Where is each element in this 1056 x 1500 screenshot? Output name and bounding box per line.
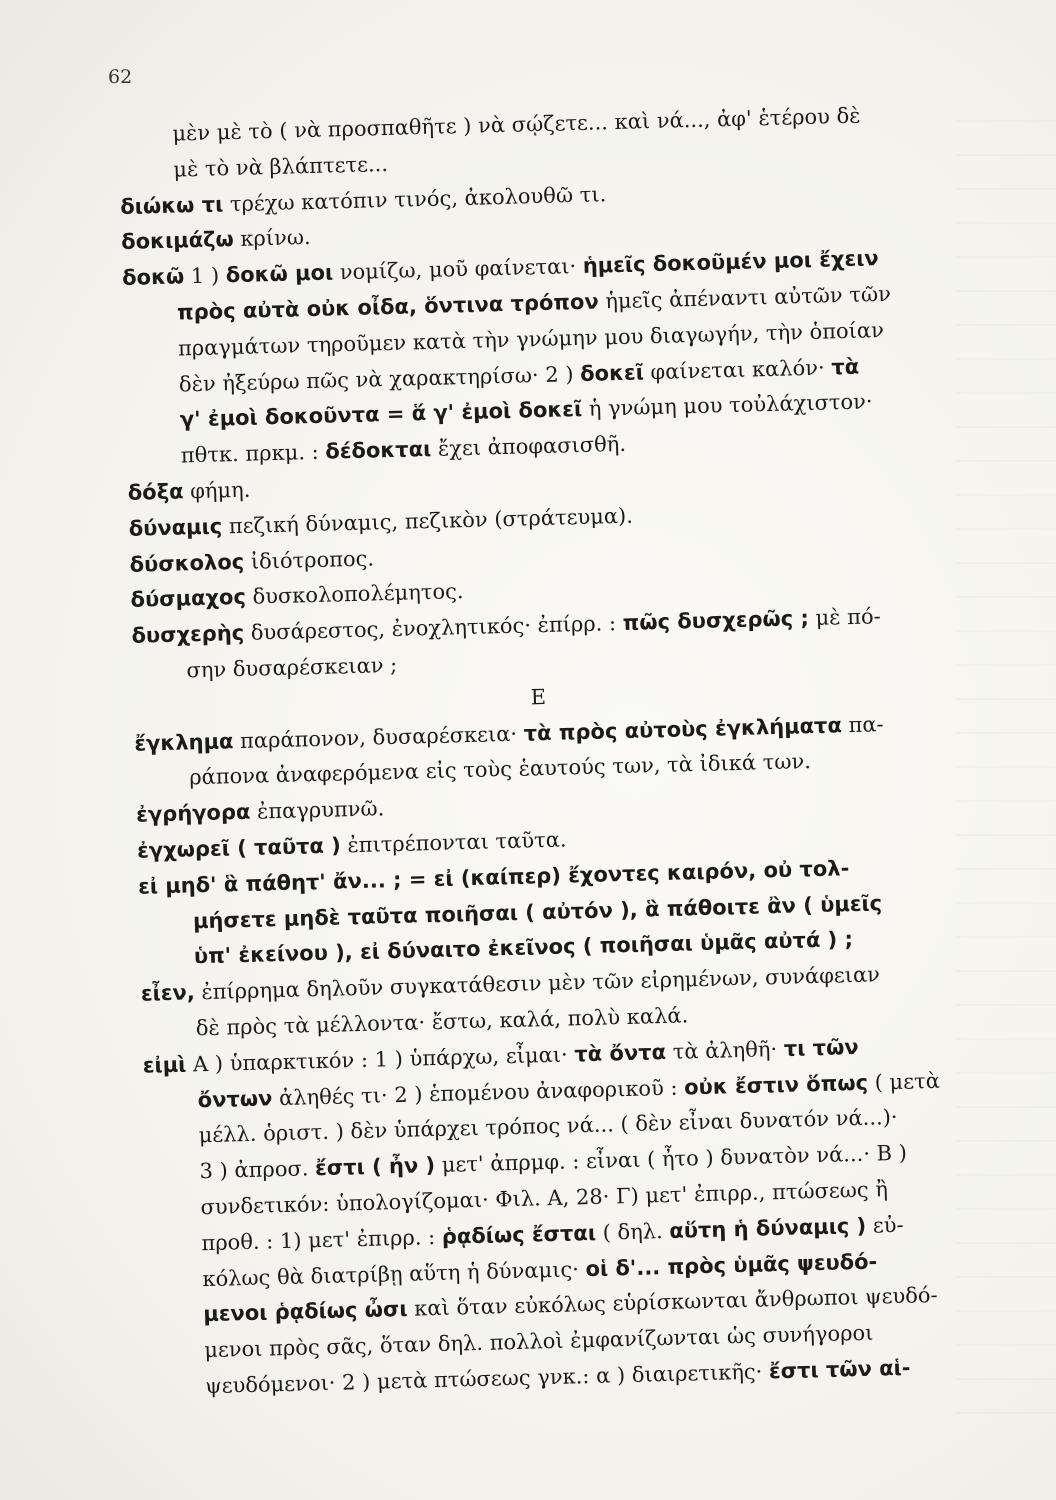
definition-text: μὲν μὲ τὸ ( νὰ προσπαθῆτε ) νὰ σῴζετε... καὶ νά..., ἀφ' ἑτέρου δὲ — [172, 103, 861, 146]
definition-text: ἰδιότροπος. — [243, 546, 375, 574]
dictionary-text — [118, 95, 1031, 1406]
definition-text: καὶ ὅταν εὐκόλως εὑρίσκωνται ἄνθρωποι ψευδό- — [407, 1283, 938, 1322]
headword: μενοι ῥᾳδίως ὦσι — [203, 1297, 408, 1327]
definition-text: φαίνεται καλόν· — [643, 354, 832, 384]
definition-text: ἐπίρρημα δηλοῦν συγκατάθεσιν μὲν τῶν εἰρημένων, συνάφειαν — [194, 962, 881, 1005]
headword: δοκιμάζω — [120, 227, 235, 255]
headword: οὐκ ἔστιν ὅπως — [683, 1070, 869, 1100]
definition-text: πραγμάτων τηροῦμεν κατὰ τὴν γνώμην μου διαγωγήν, τὴν ὁποίαν — [177, 317, 885, 361]
headword: εἰ μηδ' ἃ πάθητ' ἄν... ; = εἰ (καίπερ) ἔχοντες καιρόν, οὐ τολ- — [137, 855, 850, 899]
headword: ἔγκλημα — [134, 728, 234, 756]
definition-text: ἡμεῖς ἀπέναντι αὐτῶν τῶν — [598, 281, 892, 314]
definition-text: ( μετὰ — [867, 1068, 941, 1095]
definition-text: ράπονα ἀναφερόμενα εἰς τοὺς ἑαυτούς των, τὰ ἰδικά των. — [188, 749, 812, 790]
definition-text: μετ' ἀπρμφ. : εἶναι ( ἦτο ) δυνατὸν νά...· B ) — [434, 1140, 908, 1178]
headword: ἐγχωρεῖ ( ταῦτα ) — [136, 833, 342, 863]
definition-text: μὲ τὸ νὰ βλάπτετε... — [173, 151, 389, 182]
headword: εἰμὶ — [142, 1052, 187, 1078]
headword: ἡμεῖς δοκοῦμέν μοι ἔχειν — [582, 246, 879, 279]
definition-text: παράπονον, δυσαρέσκεια· — [233, 721, 525, 753]
definition-text: προθ. : 1) μετ' ἐπιρρ. : — [201, 1224, 443, 1255]
definition-text: δὲν ἠξεύρω πῶς νὰ χαρακτηρίσω· 2 ) — [178, 361, 581, 397]
definition-text: A ) ὑπαρκτικόν : 1 ) ὑπάρχω, εἶμαι· — [185, 1042, 575, 1077]
definition-text: ( δηλ. — [595, 1218, 670, 1245]
definition-text: ἡ γνώμη μου τοὐλάχιστον· — [581, 389, 873, 422]
headword: οἱ δ'... πρὸς ὑμᾶς ψευδό- — [585, 1249, 878, 1281]
definition-text: ἔχει ἀποφασισθῆ. — [430, 431, 627, 462]
definition-text: φήμη. — [183, 477, 251, 504]
headword: δύσμαχος — [130, 585, 247, 613]
definition-text: δυσκολοπολέμητος. — [245, 579, 464, 610]
headword: δόξα — [127, 479, 184, 505]
definition-text: μενοι πρὸς σᾶς, ὅταν δηλ. πολλοὶ ἐμφανίζωνται ὡς συνήγοροι — [203, 1320, 874, 1363]
definition-text: δὲ πρὸς τὰ μέλλοντα· ἔστω, καλά, πολὺ καλά. — [195, 1003, 689, 1041]
headword: τὰ — [830, 354, 860, 379]
headword: δοκεῖ — [579, 359, 645, 386]
headword: δύναμις — [128, 514, 223, 541]
definition-text: δυσάρεστος, ἐνοχλητικός· ἐπίρρ. : — [243, 611, 624, 646]
definition-text: 3 ) ἀπροσ. — [199, 1156, 316, 1184]
headword: δύσκολος — [129, 549, 245, 577]
headword: τι τῶν — [783, 1034, 859, 1061]
headword: ἔστι τῶν αἱ- — [768, 1355, 911, 1384]
headword: ὑπ' ἐκείνου ), εἰ δύναιτο ἐκεῖνος ( ποιῆσαι ὑμᾶς αὐτά ) ; — [193, 927, 854, 969]
definition-text: πθτκ. πρκμ. : — [180, 439, 326, 468]
definition-text: 1 ) — [183, 263, 227, 289]
headword: τὰ ὄντα — [574, 1039, 667, 1067]
section-letter: Ε — [530, 684, 547, 710]
definition-text: ψευδόμενοι· 2 ) μετὰ πτώσεως γνκ.: α ) διαιρετικῆς· — [204, 1359, 770, 1399]
definition-text: μὲ πό- — [808, 604, 881, 631]
definition-text: σην δυσαρέσκειαν ; — [186, 652, 398, 683]
definition-text: τὰ ἀληθῆ· — [665, 1036, 785, 1064]
headword: ὄντων — [197, 1085, 273, 1112]
definition-text: ἐπαγρυπνῶ. — [250, 796, 385, 824]
headword: δέδοκται — [325, 437, 432, 464]
page-number: 62 — [108, 66, 133, 88]
headword: πῶς δυσχερῶς ; — [622, 606, 810, 636]
definition-text: κόλως θὰ διατρίβῃ αὕτη ἡ δύναμις· — [202, 1256, 586, 1291]
headword: μήσετε μηδὲ ταῦτα ποιῆσαι ( αὐτόν ), ἃ πάθοιτε ἂν ( ὑμεῖς — [192, 890, 883, 933]
headword: δοκῶ — [121, 264, 185, 291]
headword: γ' ἐμοὶ δοκοῦντα = ἅ γ' ἐμοὶ δοκεῖ — [179, 397, 583, 432]
definition-text: ἐπιτρέπονται ταῦτα. — [340, 827, 567, 858]
headword: διώκω τι — [120, 191, 224, 219]
definition-text: κρίνω. — [233, 225, 311, 252]
definition-text: πεζική δύναμις, πεζικὸν (στράτευμα). — [221, 503, 634, 539]
headword: δοκῶ μοι — [225, 260, 334, 288]
headword: εἶεν, — [140, 980, 196, 1006]
headword: ἐγρήγορα — [135, 799, 251, 827]
headword: πρὸς αὐτὰ οὐκ οἶδα, ὅντινα τρόπον — [176, 289, 600, 325]
definition-text: τρέχω κατόπιν τινός, ἀκολουθῶ τι. — [222, 181, 607, 216]
headword: αὕτη ἡ δύναμις ) — [669, 1213, 867, 1243]
headword: τὰ πρὸς αὐτοὺς ἐγκλήματα — [523, 712, 843, 746]
definition-text: μέλλ. ὁριστ. ) δὲν ὑπάρχει τρόπος νά... ( δὲν εἶναι δυνατόν νά...)· — [198, 1105, 898, 1148]
headword: ἔστι ( ἦν ) — [314, 1153, 436, 1181]
definition-text: νομίζω, μοῦ φαίνεται· — [332, 254, 584, 285]
headword: ῥᾳδίως ἔσται — [441, 1220, 597, 1249]
definition-text: συνδετικόν: ὑπολογίζομαι· Φιλ. A, 28· Γ) μετ' ἐπιρρ., πτώσεως ἢ — [200, 1177, 889, 1220]
definition-text: ἀληθές τι· 2 ) ἑπομένου ἀναφορικοῦ : — [272, 1075, 685, 1110]
headword: δυσχερὴς — [131, 621, 245, 648]
definition-text: πα- — [841, 711, 884, 737]
definition-text: εὐ- — [865, 1212, 904, 1238]
